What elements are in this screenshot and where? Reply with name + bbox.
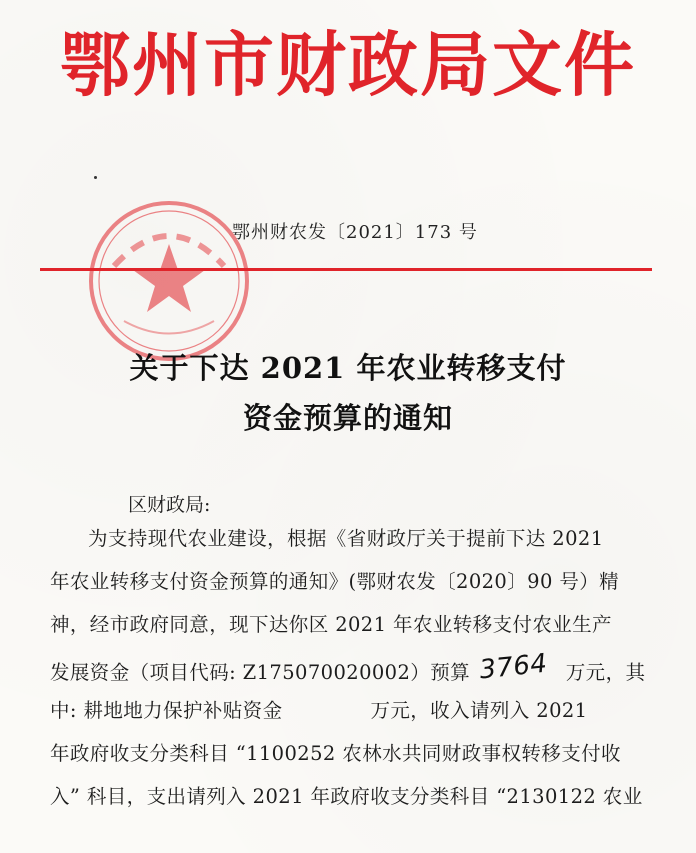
notice-title-line-2: 资金预算的通知 [242, 401, 453, 435]
red-divider [40, 268, 652, 271]
handwritten-amount: 3764 [478, 648, 549, 686]
body-line-4-text: 发展资金（项目代码: Z175070020002）预算 [50, 661, 470, 684]
body-line-2: 年农业转移支付资金预算的通知》(鄂财农发〔2020〕90 号）精 [50, 570, 620, 593]
notice-title-line-1: 关于下达 2021 年农业转移支付 [129, 351, 567, 385]
masthead-title: 鄂州市财政局文件 [60, 23, 636, 106]
body-line-4-suffix: 万元，其 [565, 661, 646, 684]
body-line-5 [50, 699, 650, 722]
body-line-3: 神，经市政府同意，现下达你区 2021 年农业转移支付农业生产 [50, 613, 612, 636]
ink-dot [94, 176, 97, 179]
salutation: 区财政局: [128, 494, 211, 516]
body-line-7: 入” 科目，支出请列入 2021 年政府收支分类科目 “2130122 农业 [50, 785, 643, 808]
body-line-5-suffix: 万元，收入请列入 2021 [370, 699, 588, 722]
body-line-6: 年政府收支分类科目 “1100252 农林水共同财政事权转移支付收 [50, 742, 621, 765]
document-number: 鄂州财农发〔2021〕173 号 [232, 222, 478, 243]
body-line-1: 为支持现代农业建设，根据《省财政厅关于提前下达 2021 [88, 527, 604, 550]
body-line-5-text: 中: 耕地地力保护补贴资金 [50, 699, 283, 722]
official-seal-icon [84, 196, 254, 366]
body-line-4 [50, 648, 650, 687]
